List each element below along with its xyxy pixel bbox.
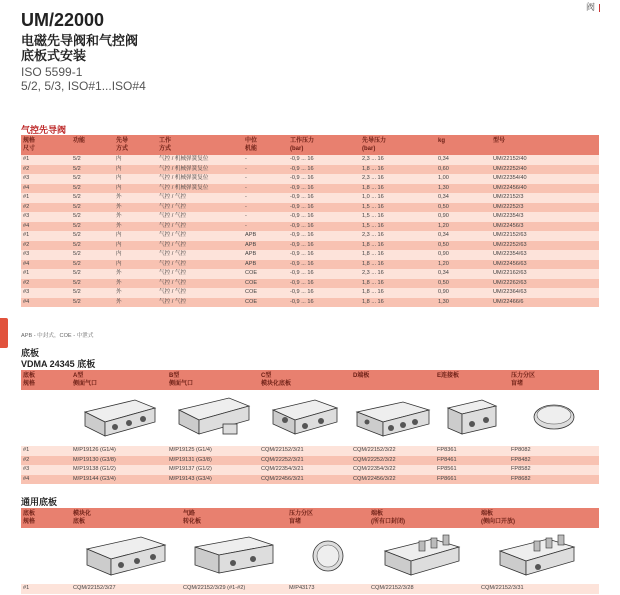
table-cell: 0,90 [436,212,491,222]
table-cell: 5/2 [71,260,114,270]
table-cell: 1,8 ... 16 [360,165,436,175]
table-cell: -0,9 ... 16 [288,231,360,241]
common-table-header [21,508,599,528]
table-cell: 0,34 [436,231,491,241]
table-cell: CQM/22152/3/28 [369,584,479,594]
table-row [21,212,599,222]
table-cell: CQM/22152/3/22 [351,446,435,456]
table-cell: UM/22252/63 [491,241,599,251]
column-header: B型 侧面气口 [167,370,259,390]
page-header [21,10,146,93]
pressure-zone-plug-image-2 [287,528,369,584]
table-cell: #2 [21,241,71,251]
table-cell: M/P19138 (G1/2) [71,465,167,475]
table-cell: FP8461 [435,456,509,466]
table-row [21,269,599,279]
table-cell: M/P19130 (G3/8) [71,456,167,466]
column-header: A型 侧面气口 [71,370,167,390]
table-cell: 1,30 [436,298,491,308]
table-cell: UM/22152/40 [491,155,599,165]
column-header: 中位 机能 [243,135,288,155]
table-row [21,475,599,485]
side-index-tab [0,318,8,348]
column-header: 先导 方式 [114,135,157,155]
table-cell: 气控 / 机械弹簧复位 [157,184,243,194]
table-cell: -0,9 ... 16 [288,222,360,232]
table-cell: -0,9 ... 16 [288,288,360,298]
table-cell: #3 [21,465,71,475]
table-cell: 1,20 [436,222,491,232]
table-cell: UM/22152/3 [491,193,599,203]
table-cell: M/P19144 (G3/4) [71,475,167,485]
table-cell: UM/22262/63 [491,279,599,289]
table-cell: FP8482 [509,456,599,466]
table-cell: 5/2 [71,288,114,298]
title-line-1: 电磁先导阀和气控阀 [21,33,139,48]
table-cell: -0,9 ... 16 [288,260,360,270]
table-cell: 0,50 [436,241,491,251]
table-cell: 5/2 [71,250,114,260]
table-cell: 1,8 ... 16 [360,260,436,270]
table-cell: 气控 / 气控 [157,193,243,203]
table-cell: UM/22354/3 [491,212,599,222]
table-cell: - [243,184,288,194]
table-row [21,584,599,594]
table-cell: 外 [114,212,157,222]
table-cell: 内 [114,241,157,251]
table-cell: #1 [21,269,71,279]
table-cell: FP8361 [435,446,509,456]
title-line-2: 底板式安装 [21,48,87,63]
table-cell: 外 [114,279,157,289]
column-header: 型号 [491,135,599,155]
table-cell: 气控 / 气控 [157,279,243,289]
table-cell: CQM/22354/3/21 [259,465,351,475]
table-cell: CQM/22456/3/22 [351,475,435,485]
table-cell: -0,9 ... 16 [288,155,360,165]
table-row [21,279,599,289]
table-row [21,298,599,308]
column-header: 工作 方式 [157,135,243,155]
table-cell: 5/2 [71,241,114,251]
table-cell: #2 [21,203,71,213]
pilot-valve-table [21,135,599,307]
table-cell: APB [243,231,288,241]
table-cell: 0,34 [436,155,491,165]
table-cell: -0,9 ... 16 [288,165,360,175]
table-cell: 0,90 [436,250,491,260]
table-cell: 气控 / 气控 [157,222,243,232]
table-cell: -0,9 ... 16 [288,241,360,251]
table-cell: APB [243,250,288,260]
column-header: kg [436,135,491,155]
table-cell: 1,8 ... 16 [360,288,436,298]
table-cell: APB [243,241,288,251]
common-section-title: 通用底板 [21,497,58,507]
table-cell: -0,9 ... 16 [288,279,360,289]
table-cell: 1,5 ... 16 [360,212,436,222]
table-cell: #3 [21,288,71,298]
table-cell: #4 [21,184,71,194]
table-cell: - [243,222,288,232]
table-cell: CQM/22252/3/22 [351,456,435,466]
table-cell: 外 [114,288,157,298]
table-cell: 1,8 ... 16 [360,298,436,308]
table-cell: 气控 / 机械弹簧复位 [157,155,243,165]
table-cell: #1 [21,155,71,165]
table-cell: 2,3 ... 16 [360,174,436,184]
table-cell: -0,9 ... 16 [288,203,360,213]
table-row [21,241,599,251]
table-cell: 5/2 [71,165,114,175]
table-cell: M/P19125 (G1/4) [167,446,259,456]
column-header: 工作压力 (bar) [288,135,360,155]
table-row [21,174,599,184]
table-cell: CQM/22456/3/21 [259,475,351,485]
table-cell: 2,3 ... 16 [360,155,436,165]
table-cell: #2 [21,279,71,289]
table-cell: #4 [21,298,71,308]
table-cell: - [243,193,288,203]
table-cell: - [243,212,288,222]
table-cell: UM/22456/40 [491,184,599,194]
table-cell: - [243,155,288,165]
common-table-rows [21,584,599,594]
table-cell: M/P19137 (G1/2) [167,465,259,475]
table-cell: 5/2 [71,222,114,232]
column-header: 功能 [71,135,114,155]
column-header: 底板 规格 [21,508,71,528]
table-cell: 1,0 ... 16 [360,193,436,203]
table-row [21,193,599,203]
table-cell: CQM/22252/3/21 [259,456,351,466]
table-row [21,465,599,475]
table-cell: 内 [114,174,157,184]
table-cell: 1,20 [436,260,491,270]
table-cell: 1,8 ... 16 [360,250,436,260]
product-code: UM/22000 [21,10,105,30]
table-cell: 1,00 [436,174,491,184]
table-cell: 0,34 [436,193,491,203]
table-cell: 1,8 ... 16 [360,184,436,194]
table-header-row [21,135,599,155]
table-cell: UM/22466/6 [491,298,599,308]
table-row [21,165,599,175]
table-cell: 1,30 [436,184,491,194]
table-cell: - [243,165,288,175]
table-cell: CQM/22152/3/31 [479,584,599,594]
table-row [21,222,599,232]
variants-label: 5/2, 5/3, ISO#1...ISO#4 [21,79,146,93]
table-row [21,250,599,260]
table-cell: UM/22364/63 [491,288,599,298]
table-cell: M/P43173 [287,584,369,594]
modular-base-image [71,528,181,584]
table-cell: UM/22252/3 [491,203,599,213]
table-cell: 1,5 ... 16 [360,222,436,232]
table-cell: 气控 / 气控 [157,269,243,279]
table-cell: 0,34 [436,269,491,279]
column-header: D端板 [351,370,435,390]
table-cell: 5/2 [71,193,114,203]
base-images-row [21,387,599,447]
column-header: E连接板 [435,370,509,390]
table-cell: -0,9 ... 16 [288,174,360,184]
table-cell: COE [243,288,288,298]
table-cell: #1 [21,231,71,241]
table-row [21,288,599,298]
table-cell: -0,9 ... 16 [288,250,360,260]
column-header: 气路 转化板 [181,508,287,528]
table-cell: UM/22354/63 [491,250,599,260]
table-cell: FP8082 [509,446,599,456]
type-a-base-image [71,387,167,447]
table-cell: FP8682 [509,475,599,485]
table-cell: COE [243,269,288,279]
table-cell: CQM/22152/3/29 (#1-#2) [181,584,287,594]
common-images-row [21,528,599,584]
table-cell: UM/22456/3 [491,222,599,232]
table-cell: UM/22252/40 [491,165,599,175]
pressure-zone-plug-image [509,387,599,447]
column-header: C型 模块化底板 [259,370,351,390]
table-cell: 内 [114,231,157,241]
pilot-section-title: 气控先导阀 [21,125,67,135]
table-cell: -0,9 ... 16 [288,184,360,194]
open-end-plate-image [479,528,599,584]
table-cell: #3 [21,250,71,260]
table-cell: 5/2 [71,231,114,241]
d-end-plate-image [351,387,435,447]
table-cell: M/P19143 (G3/4) [167,475,259,485]
table-cell: 气控 / 气控 [157,212,243,222]
table-cell: 外 [114,298,157,308]
page-section-label: 阀 [586,0,600,13]
table-cell: -0,9 ... 16 [288,193,360,203]
table-row [21,446,599,456]
table-cell: 1,8 ... 16 [360,241,436,251]
table-cell: 5/2 [71,298,114,308]
table-cell: 气控 / 气控 [157,260,243,270]
table-cell: #3 [21,174,71,184]
table-cell: 气控 / 气控 [157,231,243,241]
base-section-subtitle: VDMA 24345 底板 [21,359,96,369]
table-cell: 5/2 [71,269,114,279]
table-row [21,155,599,165]
table-cell: 2,3 ... 16 [360,269,436,279]
column-header: 端板 (侧向口开放) [479,508,599,528]
pilot-note: APB - 中封式，COE - 中泄式 [21,333,94,339]
table-cell: 气控 / 气控 [157,298,243,308]
table-cell: 外 [114,269,157,279]
type-b-base-image [167,387,259,447]
column-header: 压力分区 盲堵 [509,370,599,390]
table-cell: UM/22162/63 [491,269,599,279]
column-header: 规格 尺寸 [21,135,71,155]
table-cell: UM/22152/63 [491,231,599,241]
table-cell: #4 [21,260,71,270]
table-cell: FP8661 [435,475,509,485]
table-cell: 内 [114,155,157,165]
table-row [21,260,599,270]
table-cell: -0,9 ... 16 [288,298,360,308]
table-cell: COE [243,279,288,289]
column-header: 先导压力 (bar) [360,135,436,155]
table-cell: M/P19126 (G1/4) [71,446,167,456]
table-cell: 外 [114,193,157,203]
standard-label: ISO 5599-1 [21,65,83,79]
table-cell: 气控 / 气控 [157,288,243,298]
table-row [21,203,599,213]
table-cell: 0,50 [436,279,491,289]
table-cell: -0,9 ... 16 [288,269,360,279]
e-connection-plate-image [435,387,509,447]
table-cell: 内 [114,260,157,270]
table-cell: 气控 / 机械弹簧复位 [157,165,243,175]
table-cell: #3 [21,212,71,222]
base-section-title: 底板 [21,348,40,358]
table-cell: 5/2 [71,174,114,184]
table-cell: #4 [21,222,71,232]
table-cell: COE [243,298,288,308]
table-cell: 5/2 [71,279,114,289]
table-cell: #1 [21,446,71,456]
table-cell: CQM/22152/3/27 [71,584,181,594]
table-cell: -0,9 ... 16 [288,212,360,222]
table-cell: #2 [21,456,71,466]
table-cell: 5/2 [71,203,114,213]
table-cell: FP8561 [435,465,509,475]
closed-end-plate-image [369,528,479,584]
table-cell: 外 [114,203,157,213]
table-cell: 气控 / 气控 [157,250,243,260]
table-cell: 2,3 ... 16 [360,231,436,241]
type-c-modular-base-image [259,387,351,447]
table-row [21,456,599,466]
table-header-row [21,508,599,528]
table-row [21,231,599,241]
table-cell: 0,50 [436,203,491,213]
table-cell: 气控 / 气控 [157,241,243,251]
table-cell: CQM/22354/3/22 [351,465,435,475]
column-header: 模块化 底板 [71,508,181,528]
table-cell: 5/2 [71,184,114,194]
table-cell: 气控 / 气控 [157,203,243,213]
table-cell: - [243,174,288,184]
table-cell: APB [243,260,288,270]
table-row [21,184,599,194]
table-cell: #4 [21,475,71,485]
table-cell: 0,90 [436,288,491,298]
table-cell: M/P19131 (G3/8) [167,456,259,466]
table-cell: 外 [114,222,157,232]
table-cell: 5/2 [71,212,114,222]
table-cell: 气控 / 机械弹簧复位 [157,174,243,184]
column-header: 底板 规格 [21,370,71,390]
air-path-conversion-plate-image [181,528,287,584]
table-cell: UM/22354/40 [491,174,599,184]
table-cell: 内 [114,250,157,260]
table-cell: FP8582 [509,465,599,475]
table-cell: 1,5 ... 16 [360,203,436,213]
column-header: 压力分区 盲堵 [287,508,369,528]
table-cell: - [243,203,288,213]
table-cell: #1 [21,584,71,594]
column-header: 端板 (所有口封闭) [369,508,479,528]
table-cell: 1,8 ... 16 [360,279,436,289]
table-cell: UM/22456/63 [491,260,599,270]
base-table-rows [21,446,599,484]
table-cell: 内 [114,165,157,175]
table-cell: 0,60 [436,165,491,175]
table-cell: #2 [21,165,71,175]
table-cell: 内 [114,184,157,194]
table-cell: CQM/22152/3/21 [259,446,351,456]
table-cell: 5/2 [71,155,114,165]
table-cell: #1 [21,193,71,203]
